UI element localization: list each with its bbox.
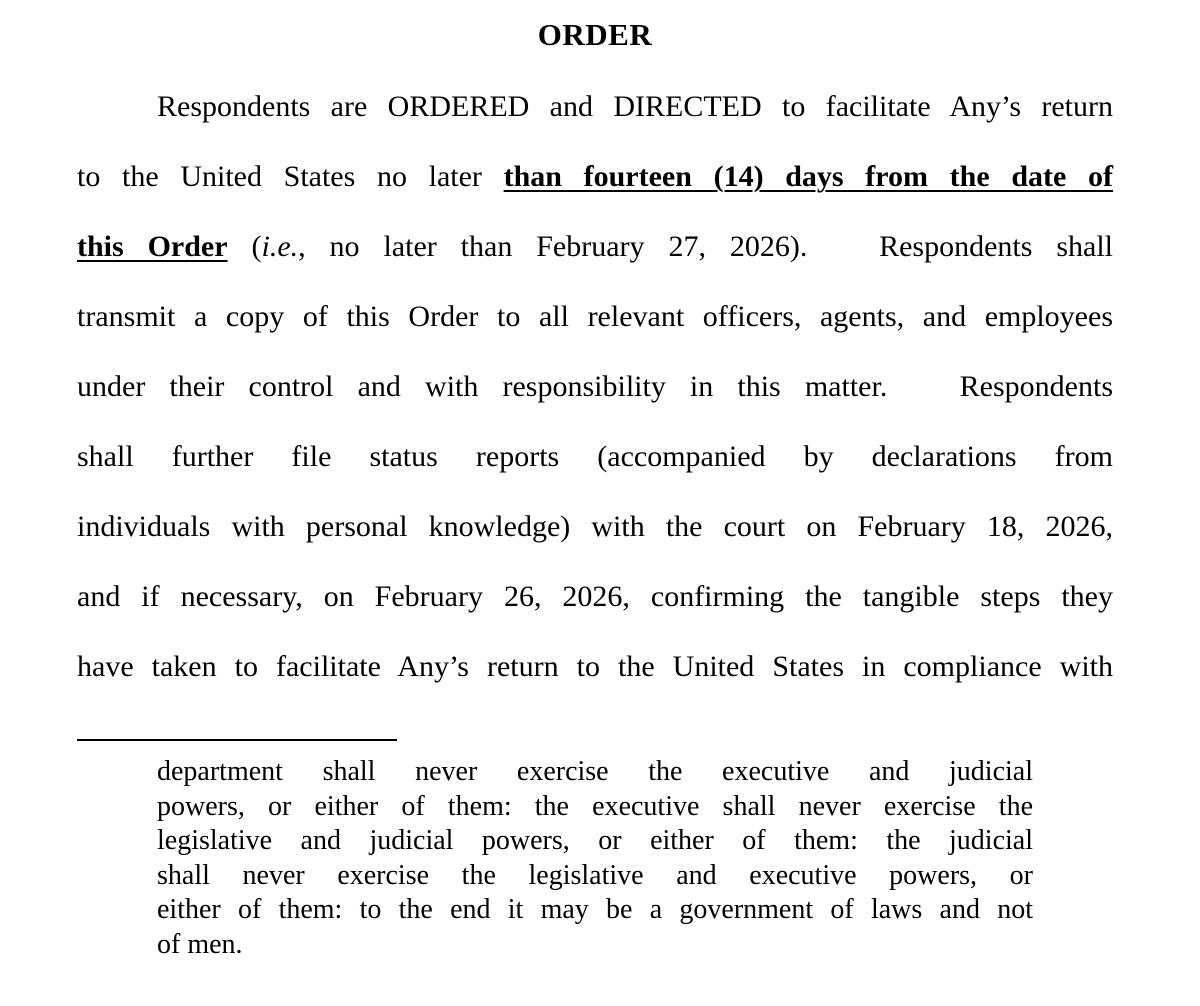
body-line-8 xyxy=(77,572,1113,642)
footnote-line-6: of men. xyxy=(157,928,243,960)
footnote-line-2: powers, or either of them: the executive shall never exercise the xyxy=(157,790,1033,822)
body-line-1 xyxy=(77,82,1113,152)
order-heading: ORDER xyxy=(537,17,653,52)
body-line-6 xyxy=(77,432,1113,502)
body-line-7-text: individuals with personal knowledge) with the court on February 18, 2026, xyxy=(77,510,1113,543)
body-line-9-text: have taken to facilitate Any’s return to the United States in compliance with xyxy=(77,650,1113,683)
body-line-4 xyxy=(77,292,1113,362)
ie-abbreviation: i.e. xyxy=(261,230,299,263)
body-line-5-text: under their control and with responsibility in this matter. Respondents xyxy=(77,370,1113,403)
order-body xyxy=(77,82,1113,712)
body-line-6-text: shall further file status reports (accompanied by declarations from xyxy=(77,440,1113,473)
footnote-line-5: either of them: to the end it may be a government of laws and not xyxy=(157,894,1033,925)
body-line-3-paren: ( xyxy=(227,230,262,263)
body-line-8-text: and if necessary, on February 26, 2026, confirming the tangible steps they xyxy=(77,580,1113,613)
body-line-9 xyxy=(77,642,1113,712)
deadline-emphasis-2: this Order xyxy=(77,230,228,263)
footnote-line-4: shall never exercise the legislative and executive powers, or xyxy=(157,859,1033,891)
footnote-separator xyxy=(77,739,397,741)
body-line-1-text: Respondents are ORDERED and DIRECTED to facilitate Any’s return xyxy=(157,90,1113,123)
body-line-4-text: transmit a copy of this Order to all relevant officers, agents, and employees xyxy=(77,300,1113,333)
footnote-line-1: department shall never exercise the executive and judicial xyxy=(157,756,1033,787)
body-line-2 xyxy=(77,152,1113,222)
deadline-emphasis-1: than fourteen (14) days from the date of xyxy=(503,160,1113,193)
body-line-3-text: , no later than February 27, 2026). Respondents shall xyxy=(298,230,1113,263)
body-line-5 xyxy=(77,362,1113,432)
body-line-2-text: to the United States no later xyxy=(77,160,504,193)
body-line-3 xyxy=(77,222,1113,292)
footnote-line-3: legislative and judicial powers, or either of them: the judicial xyxy=(157,825,1033,856)
body-line-7 xyxy=(77,502,1113,572)
footnote xyxy=(157,755,1033,962)
